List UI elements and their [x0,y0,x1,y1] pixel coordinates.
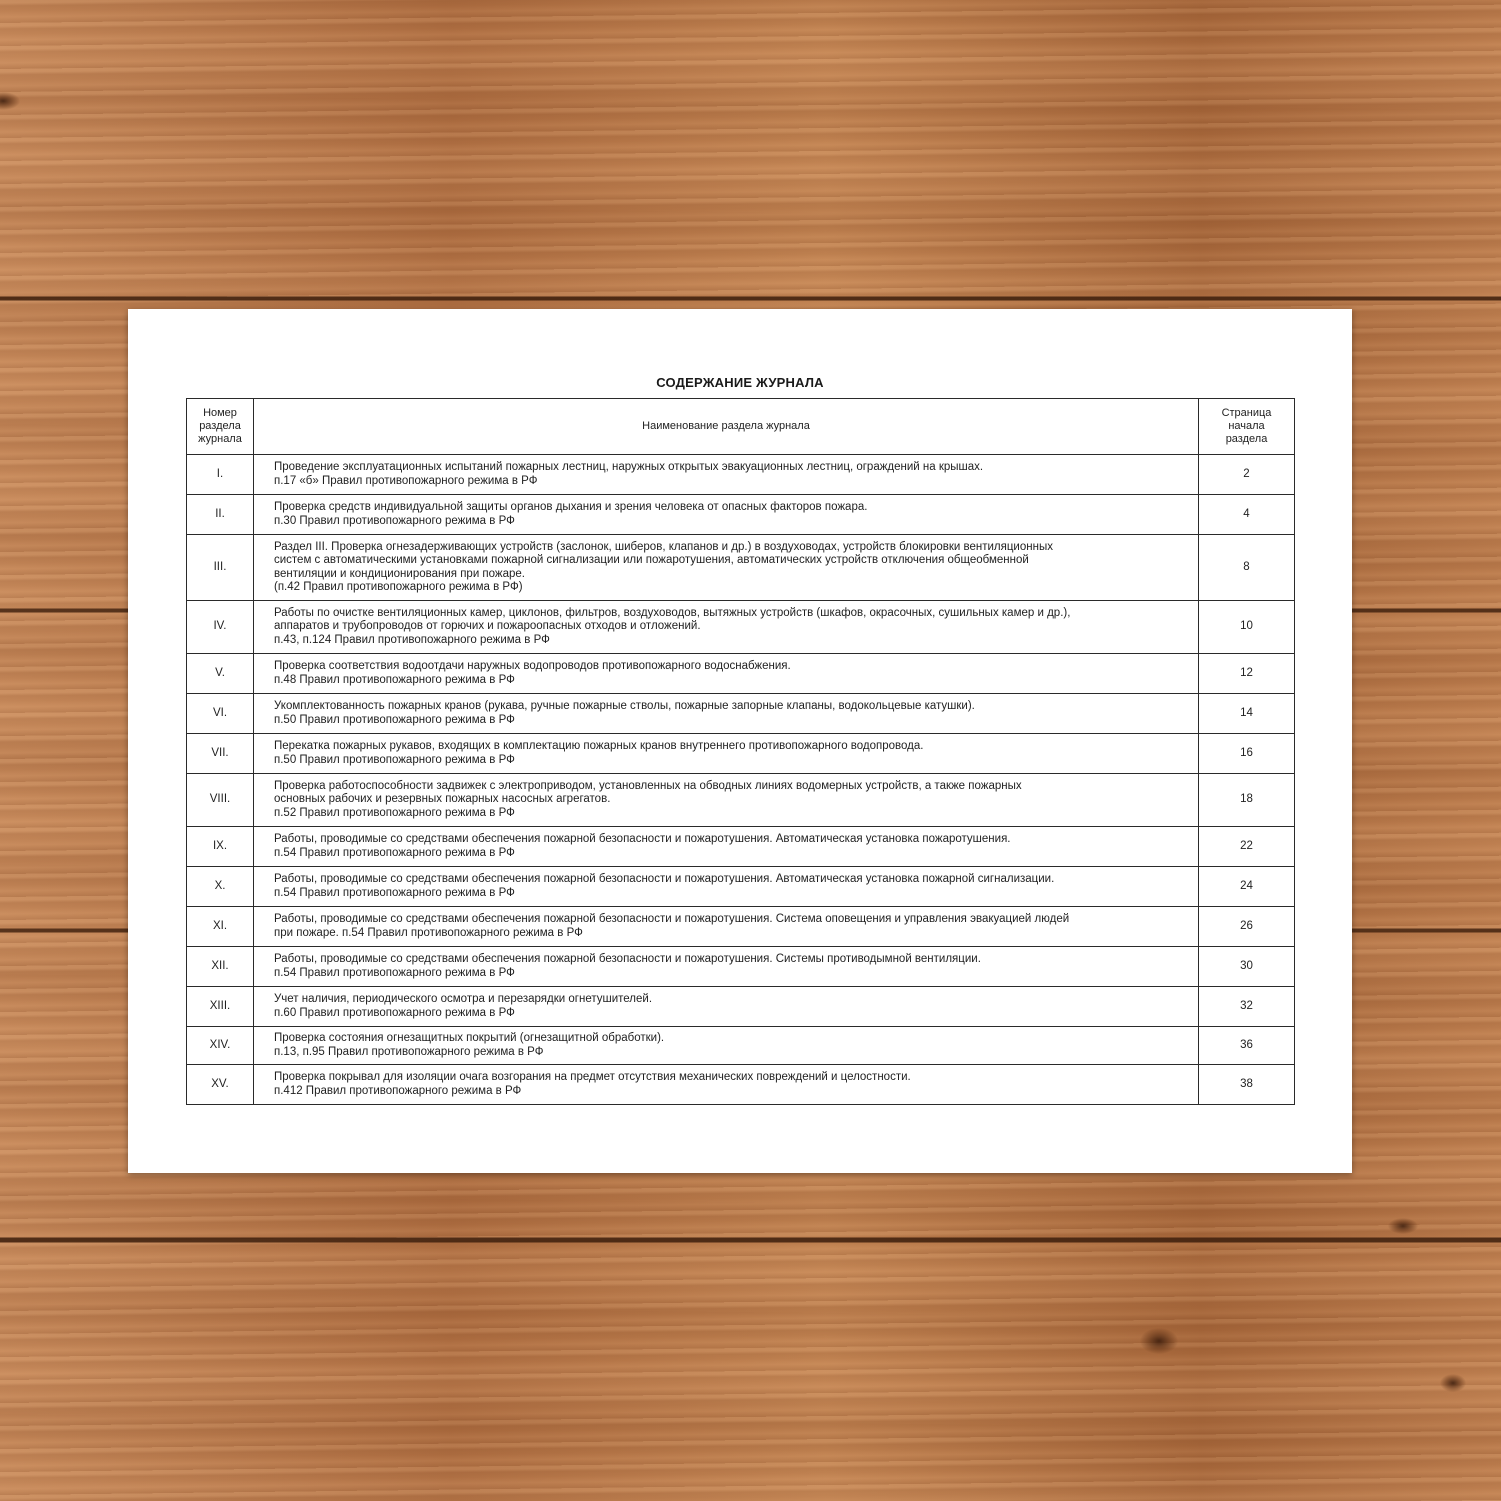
section-name-line: п.17 «б» Правил противопожарного режима в РФ [274,474,538,487]
table-row [187,907,1295,947]
section-name [254,535,1199,601]
contents-table [186,398,1295,1105]
table-row [187,1065,1295,1105]
wood-knot [1440,1374,1466,1392]
section-name-line: вентиляции и кондиционирования при пожаре. [274,567,526,580]
page-title: СОДЕРЖАНИЕ ЖУРНАЛА [656,375,824,390]
header-section-name: Наименование раздела журнала [254,399,1199,455]
section-start-page: 14 [1199,694,1295,734]
section-name [254,495,1199,535]
section-name-line: (п.42 Правил противопожарного режима в РФ) [274,580,523,593]
section-name [254,827,1199,867]
section-name-line: Проверка покрывал для изоляции очага возгорания на предмет отсутствия механических повреждений и целостности. [274,1071,911,1084]
section-name [254,654,1199,694]
section-name-line: Работы, проводимые со средствами обеспечения пожарной безопасности и пожаротушения. Системы противодымной вентиляции. [274,953,981,966]
section-name [254,601,1199,654]
section-name [254,1027,1199,1065]
table-row [187,734,1295,774]
section-number: VIII. [187,774,254,827]
section-name [254,1065,1199,1105]
section-name-line: Работы, проводимые со средствами обеспечения пожарной безопасности и пожаротушения. Автоматическая установка пожарной сигнализации. [274,873,1055,886]
wood-knot [1388,1218,1418,1234]
wood-knot [1140,1328,1178,1354]
table-row [187,601,1295,654]
section-number: III. [187,535,254,601]
section-name-line: Проверка соответствия водоотдачи наружных водопроводов противопожарного водоснабжения. [274,660,791,673]
table-row [187,654,1295,694]
section-name-line: Проверка работоспособности задвижек с электроприводом, установленных на обводных линиях водомерных устройств, а также пожарных [274,780,1022,793]
section-number: IX. [187,827,254,867]
section-name-line: Раздел III. Проверка огнезадерживающих устройств (заслонок, шиберов, клапанов и др.) в воздуховодах, устройств блокировки вентиляционных [274,540,1053,553]
wood-knot [0,92,20,110]
section-name [254,455,1199,495]
header-start-page: Страница начала раздела [1199,399,1295,455]
section-name [254,947,1199,987]
section-name [254,907,1199,947]
section-name-line: аппаратов и трубопроводов от горючих и пожароопасных отходов и отложений. [274,620,701,633]
table-row [187,694,1295,734]
section-start-page: 8 [1199,535,1295,601]
section-name-line: Работы, проводимые со средствами обеспечения пожарной безопасности и пожаротушения. Система оповещения и управления эвакуацией людей [274,913,1070,926]
section-start-page: 16 [1199,734,1295,774]
section-start-page: 2 [1199,455,1295,495]
section-name-line: п.48 Правил противопожарного режима в РФ [274,673,515,686]
section-name-line: при пожаре. п.54 Правил противопожарного режима в РФ [274,926,583,939]
section-number: V. [187,654,254,694]
section-name [254,987,1199,1027]
section-start-page: 4 [1199,495,1295,535]
section-name [254,867,1199,907]
section-number: IV. [187,601,254,654]
section-name-line: п.54 Правил противопожарного режима в РФ [274,846,515,859]
section-name-line: п.30 Правил противопожарного режима в РФ [274,514,515,527]
section-start-page: 30 [1199,947,1295,987]
table-row [187,867,1295,907]
table-row [187,774,1295,827]
section-name-line: п.54 Правил противопожарного режима в РФ [274,966,515,979]
section-name [254,774,1199,827]
section-name-line: Работы по очистке вентиляционных камер, циклонов, фильтров, воздуховодов, вытяжных устройств (шкафов, окрасочных, сушильных камер и др.), [274,607,1071,620]
table-header-row [187,399,1295,455]
section-number: I. [187,455,254,495]
section-name-line: п.54 Правил противопожарного режима в РФ [274,886,515,899]
section-name [254,734,1199,774]
table-row [187,1027,1295,1065]
section-number: XII. [187,947,254,987]
section-start-page: 24 [1199,867,1295,907]
table-body [187,455,1295,1105]
section-name-line: основных рабочих и резервных пожарных насосных агрегатов. [274,793,611,806]
section-start-page: 38 [1199,1065,1295,1105]
section-name-line: Учет наличия, периодического осмотра и перезарядки огнетушителей. [274,993,653,1006]
section-number: II. [187,495,254,535]
section-number: XIII. [187,987,254,1027]
section-name-line: Укомплектованность пожарных кранов (рукава, ручные пожарные стволы, пожарные запорные клапаны, водокольцевые катушки). [274,700,975,713]
section-start-page: 10 [1199,601,1295,654]
table-row [187,987,1295,1027]
section-name-line: Проверка состояния огнезащитных покрытий (огнезащитной обработки). [274,1032,665,1045]
section-name-line: систем с автоматическими установками пожарной сигнализации или пожаротушения, автоматических устройств отключения общеобменной [274,554,1029,567]
table-row [187,495,1295,535]
section-number: VI. [187,694,254,734]
header-section-number: Номер раздела журнала [187,399,254,455]
section-number: X. [187,867,254,907]
section-name-line: Проверка средств индивидуальной защиты органов дыхания и зрения человека от опасных факторов пожара. [274,501,868,514]
section-start-page: 32 [1199,987,1295,1027]
section-start-page: 12 [1199,654,1295,694]
section-start-page: 26 [1199,907,1295,947]
section-number: XV. [187,1065,254,1105]
section-name-line: п.50 Правил противопожарного режима в РФ [274,713,515,726]
section-name-line: Проведение эксплуатационных испытаний пожарных лестниц, наружных открытых эвакуационных лестниц, ограждений на крышах. [274,461,984,474]
section-number: XIV. [187,1027,254,1065]
section-number: VII. [187,734,254,774]
section-name-line: п.50 Правил противопожарного режима в РФ [274,753,515,766]
table-row [187,455,1295,495]
section-start-page: 18 [1199,774,1295,827]
section-name-line: п.52 Правил противопожарного режима в РФ [274,806,515,819]
section-number: XI. [187,907,254,947]
table-row [187,535,1295,601]
section-start-page: 36 [1199,1027,1295,1065]
section-name-line: Перекатка пожарных рукавов, входящих в комплектацию пожарных кранов внутреннего противопожарного водопровода. [274,740,924,753]
journal-page [128,309,1352,1173]
section-name-line: п.43, п.124 Правил противопожарного режима в РФ [274,633,550,646]
section-name-line: п.412 Правил противопожарного режима в РФ [274,1084,522,1097]
section-name-line: Работы, проводимые со средствами обеспечения пожарной безопасности и пожаротушения. Автоматическая установка пожаротушения. [274,833,1011,846]
section-name [254,694,1199,734]
section-start-page: 22 [1199,827,1295,867]
table-row [187,947,1295,987]
section-name-line: п.60 Правил противопожарного режима в РФ [274,1006,515,1019]
table-row [187,827,1295,867]
section-name-line: п.13, п.95 Правил противопожарного режима в РФ [274,1045,544,1058]
